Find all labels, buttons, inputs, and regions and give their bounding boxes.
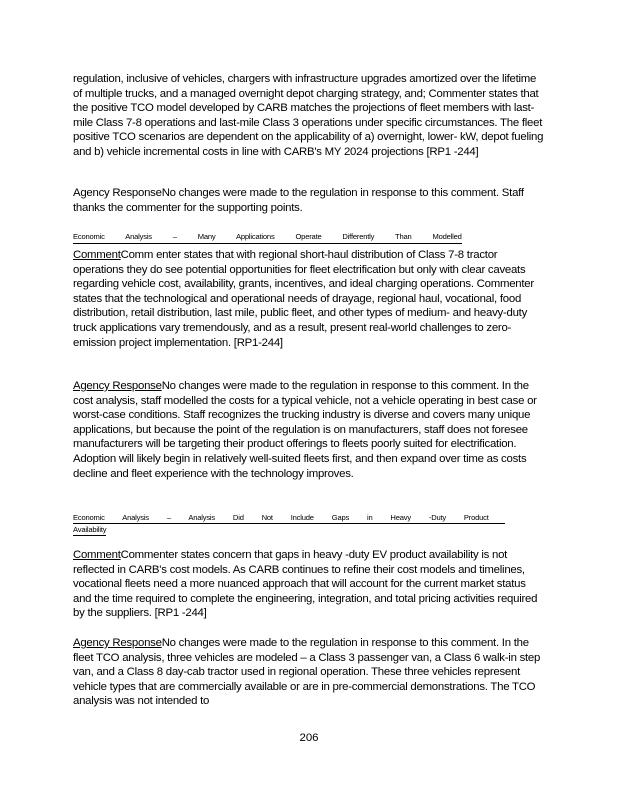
comment-text: Comm enter states that with regional short-haul distribution of Class 7-8 tractor operations they do see potential opportunities for fleet electrification but only with clear caveats regarding vehicle cost, availability, grants, incentives, and ideal charging operations. Commenter states that the technological and operational needs of drayage, regional haul, vocational, food distribution, retail distribution, last mile, public fleet, and other types of medium- and heavy-duty truck applications vary tremendously, and as a result, present real-world challenges to zero-emission project implementation. [RP1-244] bbox=[73, 249, 534, 349]
section-heading-1 bbox=[73, 226, 545, 244]
response-label: Agency Response bbox=[73, 380, 162, 392]
comment-2 bbox=[73, 248, 545, 350]
comment-label: Comment bbox=[73, 249, 121, 261]
comment-3 bbox=[73, 548, 545, 621]
agency-response-1 bbox=[73, 186, 545, 215]
response-label: Agency Response bbox=[73, 187, 162, 199]
response-text: No changes were made to the regulation in response to this comment. In the fleet TCO analysis, three vehicles are modeled – a Class 3 passenger van, a Class 6 walk-in step van, and a Class 8 day-cab tractor used in regional operation. These three vehicles represent vehicle types that are commercially available or are in pre-commercial demonstrations. The TCO analysis was not intended to bbox=[73, 637, 541, 708]
body-text: regulation, inclusive of vehicles, chargers with infrastructure upgrades amortized over the lifetime of multiple trucks, and a managed overnight depot charging strategy, and; Commenter states that the positive TCO model developed by CARB matches the projections of fleet members with last-mile Class 7-8 operations and last-mile Class 3 operations under specific circumstances. The fleet positive TCO scenarios are dependent on the applicability of a) overnight, lower- kW, depot fueling and b) vehicle incremental costs in line with CARB's MY 2024 projections [RP1 -244] bbox=[73, 73, 544, 158]
section-heading: Economic Analysis – Analysis Did Not Include Gaps in Heavy -Duty Product bbox=[73, 512, 505, 524]
response-label: Agency Response bbox=[73, 637, 162, 649]
comment-text: Commenter states concern that gaps in heavy -duty EV product availability is not reflected in CARB's cost models. As CARB continues to refine their cost models and timelines, vocational fleets need a more nuanced approach that will account for the current market status and the time required to complete the engineering, integration, and total pricing activities required by the suppliers. [RP1 -244] bbox=[73, 549, 538, 620]
agency-response-3 bbox=[73, 636, 545, 709]
section-heading: Economic Analysis – Many Applications Operate Differently Than Modelled bbox=[73, 232, 462, 244]
paragraph-continued bbox=[73, 72, 545, 160]
section-heading-2 bbox=[73, 512, 545, 536]
comment-label: Comment bbox=[73, 549, 121, 561]
response-text: No changes were made to the regulation in response to this comment. Staff thanks the commenter for the supporting points. bbox=[73, 187, 524, 214]
page-number: 206 bbox=[299, 732, 319, 744]
section-heading-continued: Availability bbox=[73, 525, 107, 534]
agency-response-2 bbox=[73, 379, 545, 481]
response-text: No changes were made to the regulation in response to this comment. In the cost analysis, staff modelled the costs for a typical vehicle, not a vehicle operating in best case or worst-case conditions. Staff recognizes the trucking industry is diverse and covers many unique applications, but because the point of the regulation is on manufacturers, staff does not foresee manufacturers will be targeting their product offerings to fleets poorly suited for electrification. Adoption will likely begin in relatively well-suited fleets first, and then expand over time as costs decline and fleet experience with the technology improves. bbox=[73, 380, 537, 480]
